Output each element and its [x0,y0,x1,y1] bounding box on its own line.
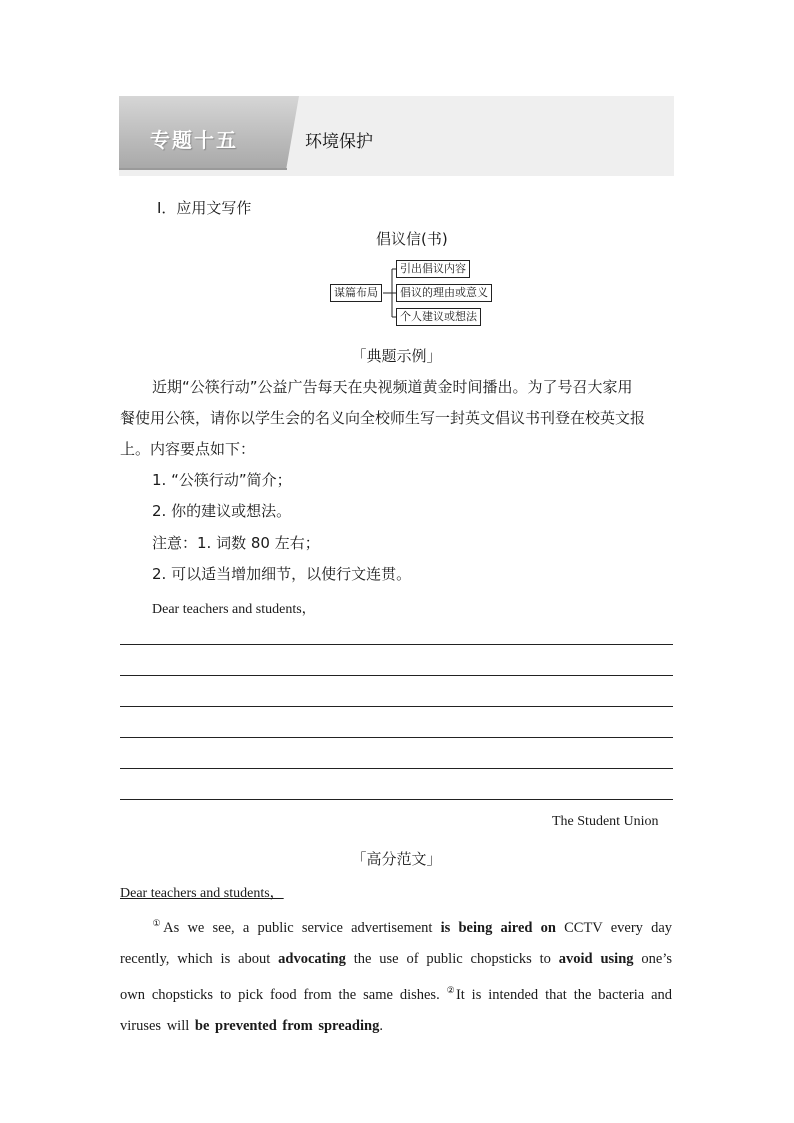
writing-line [120,644,673,645]
key-phrase: is being aired on [440,920,556,936]
diagram-branch-3: 个人建议或想法 [396,308,481,326]
writing-line [120,675,673,676]
signature: The Student Union [552,814,659,829]
writing-line [120,799,673,800]
writing-line [120,706,673,707]
diagram-title: 倡议信(书) [376,230,448,248]
writing-line [120,768,673,769]
prompt-line-1: 近期“公筷行动”公益广告每天在央视频道黄金时间播出。为了号召大家用 [152,378,633,396]
sentence-marker: ② [446,985,456,995]
point-2: 2. 你的建议或想法。 [152,502,292,520]
key-phrase: advocating [278,951,346,967]
example-label: 「典题示例」 [351,347,442,365]
point-1: 1. “公筷行动”简介； [152,471,292,489]
prompt-line-2: 餐使用公筷，请你以学生会的名义向全校师生写一封英文倡议书刊登在校英文报 [120,409,646,427]
diagram-branch-2: 倡议的理由或意义 [396,284,492,302]
note-2: 2. 可以适当增加细节，以使行文连贯。 [152,565,412,583]
diagram-root: 谋篇布局 [330,284,382,302]
sentence-marker: ① [150,918,164,928]
topic-title: 环境保护 [305,132,373,152]
key-phrase: avoid using [558,951,634,967]
note-1: 注意：1. 词数 80 左右； [152,534,320,552]
model-essay-body: ①As we see, a public service advertisement is being aired on CCTV every day recently, which is about advocating the use of public chopsticks to avoid using one’s own chopsticks to pick food from the same dishes. ②It is intended that the bacteria and viruses will be prevented from spreading. [120,918,673,1034]
section-heading: Ⅰ．应用文写作 [157,199,252,217]
prompt-salutation: Dear teachers and students， [152,602,316,617]
model-salutation: Dear teachers and students， [120,886,284,901]
topic-number: 专题十五 [150,128,238,152]
model-label: 「高分范文」 [351,850,442,868]
diagram-branch-1: 引出倡议内容 [396,260,470,278]
key-phrase: be prevented from spreading [194,1018,380,1034]
tab-underline [119,168,287,170]
prompt-line-3: 上。内容要点如下： [120,440,256,458]
writing-line [120,737,673,738]
